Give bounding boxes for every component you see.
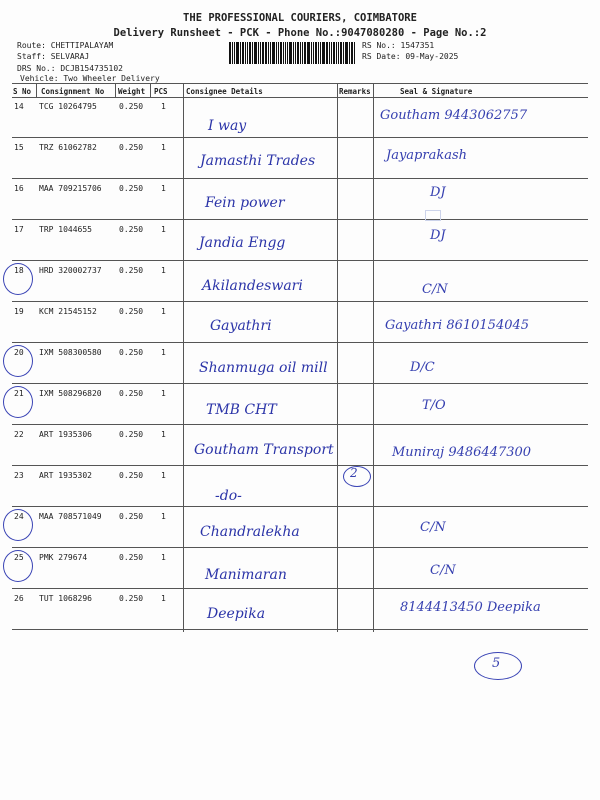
barcode-bar (249, 42, 251, 64)
row-consignment-no: TUT 1068296 (39, 594, 92, 603)
barcode-bar (340, 42, 342, 64)
barcode-bar (260, 42, 261, 64)
row-pcs: 1 (161, 594, 166, 603)
row-sno: 23 (14, 471, 24, 480)
runsheet-title: Delivery Runsheet - PCK - Phone No.:9047080280 - Page No.:2 (113, 27, 487, 39)
row-number-circle-mark (3, 550, 33, 582)
barcode-bar (313, 42, 314, 64)
barcode-bar (307, 42, 310, 64)
row-consignment-no: TCG 10264795 (39, 102, 97, 111)
row-consignee-handwritten: Deepika (207, 606, 266, 622)
barcode-bar (268, 42, 269, 64)
col-divider (373, 83, 374, 632)
col-divider (183, 83, 184, 632)
row-sno: 20 (14, 348, 24, 357)
row-pcs: 1 (161, 512, 166, 521)
row-consignee-handwritten: Jamasthi Trades (200, 153, 316, 169)
row-consignee-handwritten: -do- (215, 488, 242, 504)
row-sno: 26 (14, 594, 24, 603)
col-divider (115, 83, 116, 97)
row-pcs: 1 (161, 102, 166, 111)
faded-stamp-box (425, 210, 441, 221)
barcode-bar (265, 42, 267, 64)
barcode-bar (297, 42, 299, 64)
row-sno: 19 (14, 307, 24, 316)
row-consignment-no: TRP 1044655 (39, 225, 92, 234)
barcode-bar (232, 42, 233, 64)
col-consignee: Consignee Details (186, 87, 263, 96)
row-consignment-no: KCM 21545152 (39, 307, 97, 316)
row-consignee-handwritten: Goutham Transport (194, 442, 334, 458)
vehicle-text: Vehicle: Two Wheeler Delivery (20, 74, 160, 83)
row-number-circle-mark (3, 263, 33, 295)
row-sno: 18 (14, 266, 24, 275)
drs-number: DRS No.: DCJB154735102 (17, 64, 123, 73)
row-consignee-handwritten: Shanmuga oil mill (199, 360, 328, 376)
row-number-circle-mark (3, 345, 33, 377)
row-divider (12, 383, 588, 384)
row-weight: 0.250 (119, 389, 144, 398)
barcode-bar (278, 42, 279, 64)
barcode-bar (242, 42, 244, 64)
barcode-bar (300, 42, 301, 64)
row-weight: 0.250 (119, 225, 144, 234)
row-sno: 14 (14, 102, 24, 111)
row-consignee-handwritten: TMB CHT (206, 402, 277, 418)
faded-stamp (392, 165, 542, 225)
row-consignment-no: MAA 708571049 (39, 512, 102, 521)
staff-text: Staff: SELVARAJ (17, 52, 90, 61)
row-pcs: 1 (161, 430, 166, 439)
row-signature-handwritten: C/N (422, 282, 448, 297)
barcode-bar (326, 42, 328, 64)
barcode-bar (258, 42, 259, 64)
barcode-bar (320, 42, 321, 64)
row-divider (12, 137, 588, 138)
row-signature-handwritten: Gayathri 8610154045 (385, 318, 530, 333)
row-divider (12, 342, 588, 343)
barcode-bar (351, 42, 353, 64)
row-pcs: 1 (161, 307, 166, 316)
barcode-bar (331, 42, 332, 64)
row-pcs: 1 (161, 553, 166, 562)
col-weight: Weight (118, 87, 146, 96)
route-text: Route: CHETTIPALAYAM (17, 41, 114, 50)
col-sno: S No (13, 87, 32, 96)
col-divider (36, 83, 37, 97)
barcode-bar (262, 42, 264, 64)
row-weight: 0.250 (119, 553, 144, 562)
row-signature-handwritten: C/N (420, 520, 446, 535)
barcode-bar (322, 42, 325, 64)
row-consignee-handwritten: Gayathri (210, 318, 272, 334)
row-weight: 0.250 (119, 184, 144, 193)
barcode-bar (234, 42, 235, 64)
company-name: THE PROFESSIONAL COURIERS, COIMBATORE (183, 12, 417, 24)
row-number-circle-mark (3, 386, 33, 418)
col-pcs: PCS (154, 87, 168, 96)
barcode-bar (283, 42, 284, 64)
barcode-bar (287, 42, 289, 64)
row-sno: 21 (14, 389, 24, 398)
barcode-bar (311, 42, 312, 64)
row-weight: 0.250 (119, 307, 144, 316)
row-divider (12, 588, 588, 589)
row-consignment-no: TRZ 61062782 (39, 143, 97, 152)
page-total: 5 (492, 656, 501, 671)
row-divider (12, 424, 588, 425)
row-weight: 0.250 (119, 266, 144, 275)
row-number-circle-mark (3, 509, 33, 541)
row-sno: 16 (14, 184, 24, 193)
row-sno: 22 (14, 430, 24, 439)
row-divider (12, 629, 588, 630)
barcode-bar (338, 42, 339, 64)
col-divider (337, 83, 338, 632)
row-divider (12, 260, 588, 261)
row-consignment-no: PMK 279674 (39, 553, 88, 562)
row-pcs: 1 (161, 389, 166, 398)
row-consignee-handwritten: I way (208, 118, 247, 134)
barcode-bar (252, 42, 253, 64)
barcode-bar (289, 42, 292, 64)
row-pcs: 1 (161, 184, 166, 193)
row-consignee-handwritten: Fein power (205, 195, 285, 211)
row-divider (12, 506, 588, 507)
barcode-bar (336, 42, 337, 64)
row-signature-handwritten: Jayaprakash (386, 148, 468, 163)
barcode-bar (245, 42, 246, 64)
row-consignment-no: IXM 508296820 (39, 389, 102, 398)
row-weight: 0.250 (119, 348, 144, 357)
barcode-bar (315, 42, 317, 64)
col-signature: Seal & Signature (400, 87, 473, 96)
row-weight: 0.250 (119, 143, 144, 152)
row-signature-handwritten: T/O (422, 398, 446, 413)
row-signature-handwritten: Goutham 9443062757 (380, 108, 528, 123)
row-weight: 0.250 (119, 594, 144, 603)
row-consignment-no: IXM 508300580 (39, 348, 102, 357)
row-consignment-no: ART 1935306 (39, 430, 92, 439)
row-consignee-handwritten: Jandia Engg (199, 235, 286, 251)
barcode-bar (295, 42, 296, 64)
barcode-bar (293, 42, 294, 64)
barcode-bar (254, 42, 257, 64)
barcode-bar (276, 42, 277, 64)
row-signature-handwritten: DJ (430, 228, 446, 243)
row-signature-handwritten: D/C (410, 360, 435, 375)
row-signature-handwritten: 8144413450 Deepika (400, 600, 541, 615)
row-signature-handwritten: Muniraj 9486447300 (392, 445, 532, 460)
row-sno: 17 (14, 225, 24, 234)
col-divider (150, 83, 151, 97)
rs-date: RS Date: 09-May-2025 (362, 52, 459, 61)
row-pcs: 1 (161, 471, 166, 480)
row-divider (12, 547, 588, 548)
row-sno: 24 (14, 512, 24, 521)
barcode-bar (333, 42, 335, 64)
row-weight: 0.250 (119, 471, 144, 480)
barcode-bar (302, 42, 303, 64)
row-consignee-handwritten: Akilandeswari (202, 278, 303, 294)
bracket-note: 2 (350, 466, 358, 480)
barcode-bar (304, 42, 306, 64)
barcode-bar (343, 42, 344, 64)
row-consignment-no: MAA 709215706 (39, 184, 102, 193)
row-consignee-handwritten: Chandralekha (200, 524, 300, 540)
row-signature-handwritten: DJ (430, 185, 446, 200)
barcode-bar (247, 42, 248, 64)
barcode-bar (349, 42, 350, 64)
row-pcs: 1 (161, 143, 166, 152)
table-header-rule (12, 97, 588, 98)
barcode-bar (236, 42, 239, 64)
row-weight: 0.250 (119, 512, 144, 521)
row-pcs: 1 (161, 348, 166, 357)
row-divider (12, 465, 588, 466)
row-consignment-no: HRD 320002737 (39, 266, 102, 275)
row-weight: 0.250 (119, 430, 144, 439)
row-weight: 0.250 (119, 102, 144, 111)
table-top-rule (12, 83, 588, 84)
barcode-bar (345, 42, 348, 64)
barcode-bar (272, 42, 275, 64)
barcode-bar (270, 42, 271, 64)
row-signature-handwritten: C/N (430, 563, 456, 578)
col-consignment: Consignment No (41, 87, 105, 96)
barcode (229, 42, 355, 64)
col-remarks: Remarks (339, 87, 371, 96)
barcode-bar (354, 42, 355, 64)
row-pcs: 1 (161, 225, 166, 234)
barcode-bar (240, 42, 241, 64)
barcode-bar (229, 42, 231, 64)
barcode-bar (285, 42, 286, 64)
barcode-bar (280, 42, 282, 64)
barcode-bar (329, 42, 330, 64)
row-sno: 15 (14, 143, 24, 152)
row-consignee-handwritten: Manimaran (205, 567, 287, 583)
row-sno: 25 (14, 553, 24, 562)
row-divider (12, 301, 588, 302)
row-consignment-no: ART 1935302 (39, 471, 92, 480)
barcode-bar (318, 42, 319, 64)
row-pcs: 1 (161, 266, 166, 275)
rs-number: RS No.: 1547351 (362, 41, 435, 50)
